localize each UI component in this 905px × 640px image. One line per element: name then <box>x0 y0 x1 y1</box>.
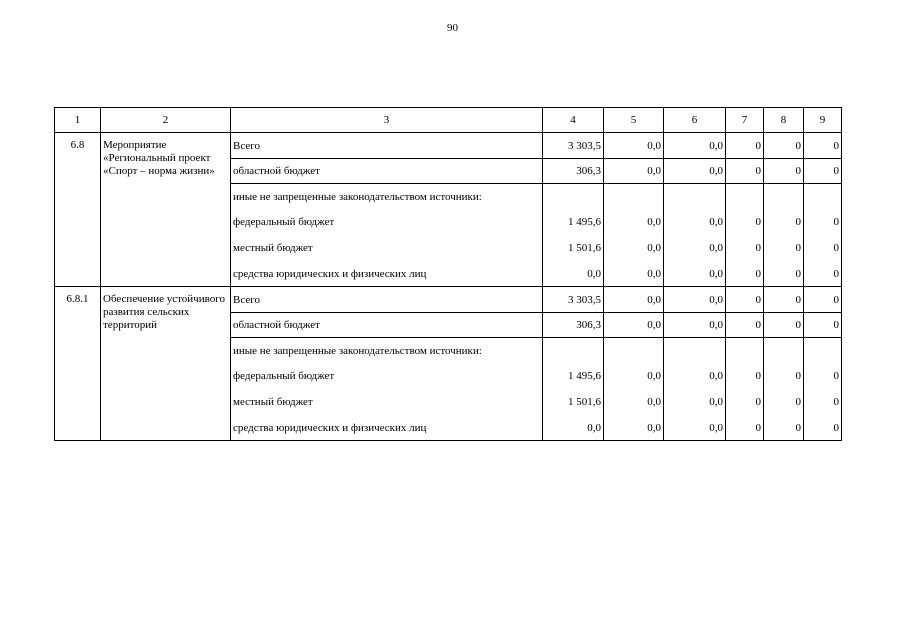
value-cell: 0 <box>804 389 842 415</box>
value-cell <box>604 338 664 364</box>
header-row <box>55 108 842 133</box>
value-cell <box>804 338 842 364</box>
value-cell: 0 <box>804 313 842 338</box>
value-cell <box>543 184 604 210</box>
value-cell: 0 <box>726 159 764 184</box>
value-cell: 0 <box>726 261 764 287</box>
value-cell: 0 <box>804 235 842 261</box>
funding-source: местный бюджет <box>231 235 543 261</box>
value-cell <box>664 184 726 210</box>
value-cell: 0 <box>764 159 804 184</box>
value-cell: 0 <box>804 133 842 159</box>
value-cell: 0,0 <box>604 363 664 389</box>
funding-source: Всего <box>231 133 543 159</box>
column-header: 7 <box>726 108 764 133</box>
value-cell: 1 495,6 <box>543 209 604 235</box>
value-cell: 0,0 <box>664 287 726 313</box>
value-cell: 0,0 <box>664 235 726 261</box>
value-cell: 0 <box>804 209 842 235</box>
value-cell: 0,0 <box>664 261 726 287</box>
value-cell: 0,0 <box>604 415 664 441</box>
value-cell: 0 <box>726 287 764 313</box>
value-cell: 0 <box>804 415 842 441</box>
value-cell: 0,0 <box>664 313 726 338</box>
funding-source: местный бюджет <box>231 389 543 415</box>
value-cell: 0,0 <box>604 235 664 261</box>
value-cell: 0 <box>726 389 764 415</box>
column-header: 8 <box>764 108 804 133</box>
value-cell: 0,0 <box>604 287 664 313</box>
value-cell: 0 <box>764 133 804 159</box>
value-cell: 0 <box>726 209 764 235</box>
section-number: 6.8.1 <box>55 287 101 441</box>
value-cell: 0 <box>726 363 764 389</box>
funding-source: областной бюджет <box>231 313 543 338</box>
value-cell: 0,0 <box>604 133 664 159</box>
value-cell: 0 <box>764 363 804 389</box>
value-cell: 0 <box>764 415 804 441</box>
funding-source: Всего <box>231 287 543 313</box>
value-cell: 3 303,5 <box>543 133 604 159</box>
value-cell: 0 <box>804 159 842 184</box>
funding-source: областной бюджет <box>231 159 543 184</box>
section-name: Обеспечение устойчивого развития сельских территорий <box>101 287 231 441</box>
value-cell: 0,0 <box>664 415 726 441</box>
value-cell <box>664 338 726 364</box>
budget-table <box>54 107 842 441</box>
value-cell: 0 <box>726 313 764 338</box>
section-name: Мероприятие «Региональный проект «Спорт – норма жизни» <box>101 133 231 287</box>
value-cell <box>543 338 604 364</box>
value-cell: 1 501,6 <box>543 389 604 415</box>
value-cell: 0 <box>764 261 804 287</box>
value-cell <box>604 184 664 210</box>
funding-source: средства юридических и физических лиц <box>231 261 543 287</box>
value-cell: 0 <box>764 235 804 261</box>
value-cell: 0,0 <box>664 133 726 159</box>
funding-source: федеральный бюджет <box>231 363 543 389</box>
value-cell <box>804 184 842 210</box>
table-row <box>55 133 842 159</box>
value-cell: 0 <box>804 287 842 313</box>
value-cell <box>726 338 764 364</box>
value-cell <box>726 184 764 210</box>
value-cell: 0,0 <box>664 363 726 389</box>
column-header: 3 <box>231 108 543 133</box>
page-number: 90 <box>447 22 458 34</box>
funding-source: иные не запрещенные законодательством источники: <box>231 338 543 364</box>
value-cell: 0 <box>764 287 804 313</box>
value-cell: 306,3 <box>543 159 604 184</box>
value-cell: 0,0 <box>543 261 604 287</box>
funding-source: федеральный бюджет <box>231 209 543 235</box>
value-cell: 0 <box>726 133 764 159</box>
table-row <box>55 287 842 313</box>
value-cell: 0,0 <box>604 313 664 338</box>
column-header: 2 <box>101 108 231 133</box>
value-cell: 0,0 <box>664 209 726 235</box>
value-cell: 0,0 <box>604 261 664 287</box>
value-cell: 1 495,6 <box>543 363 604 389</box>
value-cell: 0,0 <box>543 415 604 441</box>
value-cell: 0 <box>764 209 804 235</box>
value-cell <box>764 338 804 364</box>
value-cell: 0 <box>764 389 804 415</box>
value-cell: 0 <box>804 261 842 287</box>
column-header: 5 <box>604 108 664 133</box>
value-cell: 306,3 <box>543 313 604 338</box>
column-header: 4 <box>543 108 604 133</box>
value-cell: 0,0 <box>664 159 726 184</box>
value-cell: 1 501,6 <box>543 235 604 261</box>
value-cell: 0,0 <box>604 159 664 184</box>
value-cell <box>764 184 804 210</box>
funding-source: средства юридических и физических лиц <box>231 415 543 441</box>
value-cell: 0,0 <box>604 209 664 235</box>
funding-source: иные не запрещенные законодательством источники: <box>231 184 543 210</box>
value-cell: 0 <box>726 415 764 441</box>
value-cell: 0 <box>764 313 804 338</box>
value-cell: 0,0 <box>664 389 726 415</box>
section-number: 6.8 <box>55 133 101 287</box>
value-cell: 0,0 <box>604 389 664 415</box>
column-header: 1 <box>55 108 101 133</box>
value-cell: 3 303,5 <box>543 287 604 313</box>
column-header: 6 <box>664 108 726 133</box>
value-cell: 0 <box>804 363 842 389</box>
value-cell: 0 <box>726 235 764 261</box>
column-header: 9 <box>804 108 842 133</box>
